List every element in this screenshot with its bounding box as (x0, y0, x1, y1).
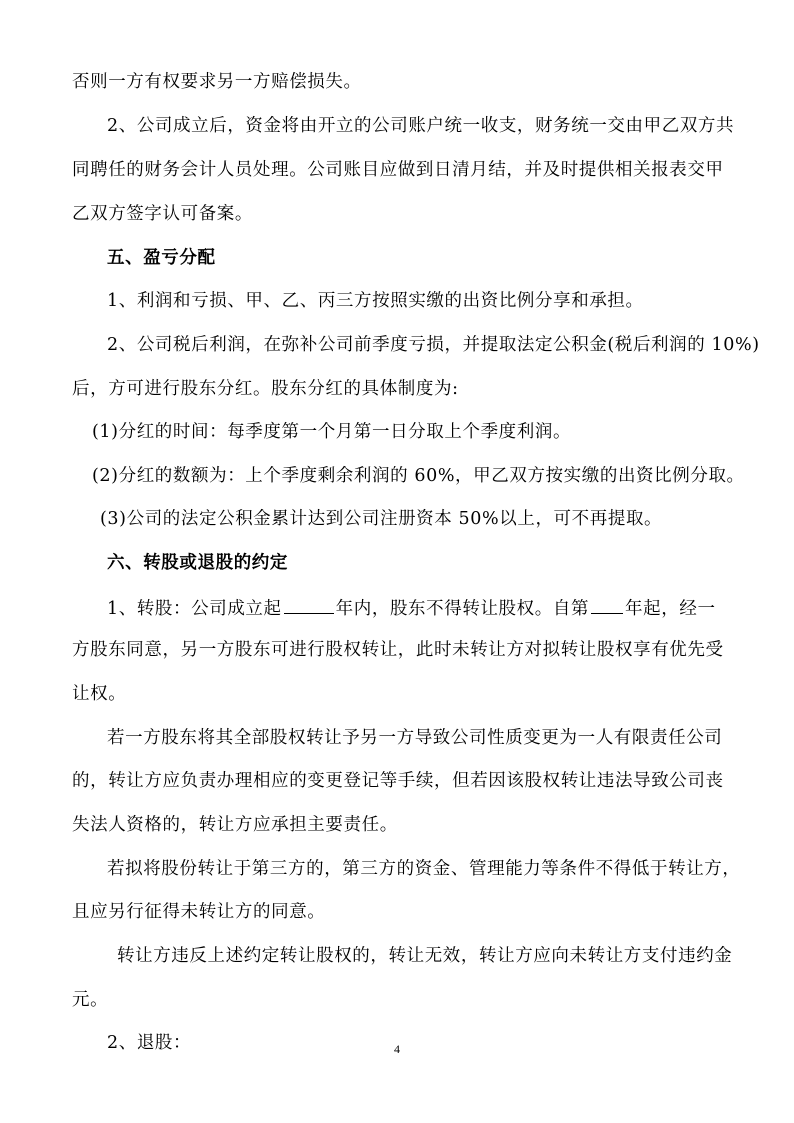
text-line: 元。 (72, 990, 109, 1010)
text-line: 2、公司成立后，资金将由开立的公司账户统一收支，财务统一交由甲乙双方共 (107, 116, 735, 136)
text-line: 且应另行征得未转让方的同意。 (72, 902, 326, 922)
text-fragment: 1、转股：公司成立起 (107, 599, 282, 619)
text-line: 乙双方签字认可备案。 (72, 204, 253, 224)
text-line-with-blanks (107, 595, 716, 621)
text-line: 后，方可进行股东分红。股东分红的具体制度为: (72, 379, 459, 399)
text-line: 方股东同意，另一方股东可进行股权转让，此时未转让方对拟转让股权享有优先受 (72, 640, 724, 660)
text-line: 2、公司税后利润，在弥补公司前季度亏损，并提取法定公积金(税后利润的 10%) (107, 335, 760, 355)
text-line: 失法人资格的，转让方应承担主要责任。 (72, 815, 398, 835)
text-line: 1、利润和亏损、甲、乙、丙三方按照实缴的出资比例分享和承担。 (107, 291, 644, 311)
text-line: (1)分红的时间：每季度第一个月第一日分取上个季度利润。 (92, 422, 572, 442)
section-heading-share-transfer: 六、转股或退股的约定 (107, 553, 288, 573)
text-line: 同聘任的财务会计人员处理。公司账目应做到日清月结，并及时提供相关报表交甲 (72, 160, 724, 180)
section-heading-profit-loss: 五、盈亏分配 (107, 248, 216, 268)
text-line: 若拟将股份转让于第三方的，第三方的资金、管理能力等条件不得低于转让方， (107, 859, 741, 879)
text-line: 转让方违反上述约定转让股权的，转让无效，转让方应向未转让方支付违约金 (117, 946, 733, 966)
fill-in-blank-start-year (591, 595, 623, 614)
text-fragment: 年内，股东不得转让股权。自第 (335, 599, 590, 619)
text-line: 否则一方有权要求另一方赔偿损失。 (72, 72, 362, 92)
text-line: 2、退股： (107, 1033, 192, 1053)
text-line: 的，转让方应负责办理相应的变更登记等手续，但若因该股权转让违法导致公司丧 (72, 771, 724, 791)
text-fragment: 年起，经一 (625, 599, 716, 619)
fill-in-blank-years (284, 595, 334, 614)
text-line: (2)分红的数额为：上个季度剩余利润的 60%，甲乙双方按实缴的出资比例分取。 (92, 466, 745, 486)
page-number: 4 (394, 1042, 400, 1056)
text-line: 让权。 (72, 684, 127, 704)
text-line: (3)公司的法定公积金累计达到公司注册资本 50%以上，可不再提取。 (100, 509, 663, 529)
text-line: 若一方股东将其全部股权转让予另一方导致公司性质变更为一人有限责任公司 (107, 728, 723, 748)
